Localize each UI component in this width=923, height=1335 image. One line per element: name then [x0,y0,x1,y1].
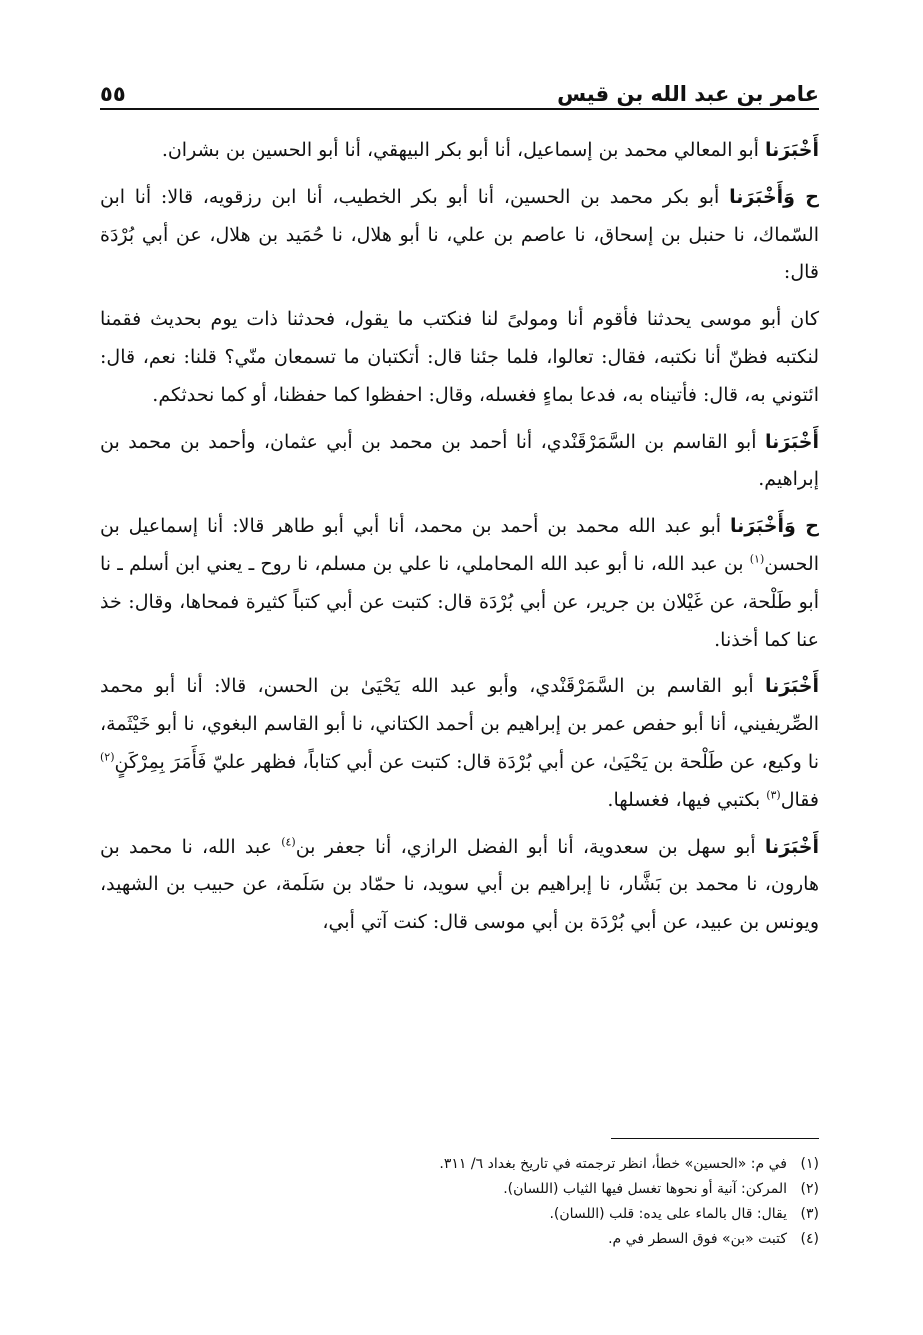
paragraph [100,829,819,942]
footnote-ref: (١) [749,552,765,566]
paragraph-text: بن عبد الله، نا أبو عبد الله المحاملي، نا علي بن مسلم، نا روح ـ يعني ابن أسلم ـ نا أبو طَلْحة، عن غَيْلان بن جرير، عن أبي بُرْدَة قال: كتبت عن أبي كتباً كثيرة فمحاها، وقال: خذ عنا كما أخذنا. [100,552,819,651]
footnote-text: في م: «الحسين» خطأ، انظر ترجمته في تاريخ بغداد ٦/ ٣١١. [439,1156,787,1172]
paragraph-lead: وَأَخْبَرَنا [729,185,806,208]
footnote-ref: (٢) [100,750,115,764]
running-title: عامر بن عبد الله بن قيس [557,82,819,106]
footnote-mark: (٤) [800,1231,819,1247]
paragraph-text: أبو القاسم بن السَّمَرْقَنْدي، أنا أحمد بن محمد بن أبي عثمان، وأحمد بن محمد بن إبراهيم. [100,430,819,491]
page-header [100,70,819,106]
paragraph-text: كان أبو موسى يحدثنا فأقوم أنا ومولىً لنا فنكتب ما يقول، فحدثنا ذات يوم بحديث فقمنا لنكتبه فظنّ أنا نكتبه، فقال: تعالوا، فلما جئنا قال: أتكتبان ما تسمعان منّي؟ قلنا: نعم، قال: ائتوني به، قال: فأتيناه به، فدعا بماءٍ فغسله، وقال: احفظوا كما حفظنا، أو كما نحدثكم. [100,308,819,406]
footnote-text: المركن: آنية أو نحوها تغسل فيها الثياب (اللسان). [503,1181,787,1197]
footnote-mark: (٣) [800,1206,819,1222]
paragraph-lead: أَخْبَرَنا [764,139,819,161]
paragraph-text: أبو عبد الله محمد بن أحمد بن محمد، أنا أبي أبو طاهر قالا: أنا إسماعيل بن الحسن [100,515,819,575]
footnote-mark: (٢) [800,1181,819,1197]
paragraph-lead: أَخْبَرَنا [764,675,819,698]
paragraph [100,508,819,659]
paragraph [100,179,819,292]
footnote-rule [611,1138,819,1139]
footnotes [100,1152,819,1252]
paragraph-text: أبو القاسم بن السَّمَرْقَنْدي، وأبو عبد الله يَحْيَىٰ بن الحسن، قالا: أنا أبو محمد الصِّريفيني، أنا أبو حفص عمر بن إبراهيم بن أحمد الكتاني، نا أبو القاسم البغوي، نا أبو خَيْثَمة، نا وكيع، عن طَلْحة بن يَحْيَىٰ، عن أبي بُرْدَة قال: كتبت عن أبي كتاباً، فظهر عليّ فَأَمَرَ بِمِرْكَنٍ [100,675,820,773]
paragraph [100,424,819,500]
main-text [100,132,819,951]
paragraph [100,668,819,819]
footnote-text: يقال: قال بالماء على يده: قلب (اللسان). [549,1206,787,1222]
footnote-ref: (٤) [281,835,296,849]
footnote [100,1152,819,1177]
footnote-ref: (٣) [766,788,781,802]
footnote [100,1202,819,1227]
footnote [100,1177,819,1202]
paragraph-lead: أَخْبَرَنا [764,430,819,453]
header-rule [100,108,819,110]
tahwil-mark: ح [805,515,819,538]
footnote-text: كتبت «بن» فوق السطر في م. [608,1231,787,1247]
footnote [100,1227,819,1252]
footnote-mark: (١) [800,1156,819,1172]
tahwil-mark: ح [805,185,819,208]
paragraph-text: عبد الله، نا محمد بن هارون، نا محمد بن بَشَّار، نا إبراهيم بن أبي سويد، نا حمّاد بن سَلَمة، عن حبيب بن الشهيد، ويونس بن عبيد، عن أبي بُرْدَة بن أبي موسى قال: كنت آتي أبي، [100,835,819,934]
paragraph [100,301,819,414]
paragraph-lead: وَأَخْبَرَنا [729,515,806,538]
paragraph-text: أبو سهل بن سعدوية، أنا أبو الفضل الرازي، أنا جعفر بن [295,835,765,858]
paragraph-text: أبو بكر محمد بن الحسين، أنا أبو بكر الخطيب، أنا ابن رزقويه، قالا: أنا ابن السّماك، نا حنبل بن إسحاق، نا عاصم بن علي، نا أبو هلال، نا حُمَيد بن هلال، عن أبي بُرْدَة قال: [100,185,819,284]
paragraph-text: أبو المعالي محمد بن إسماعيل، أنا أبو بكر البيهقي، أنا أبو الحسين بن بشران. [161,139,765,161]
paragraph-text: فقال [780,788,819,811]
paragraph-lead: أَخْبَرَنا [764,835,819,858]
paragraph [100,132,819,170]
page-number: ٥٥ [100,82,126,106]
paragraph-text: بكتبي فيها، فغسلها. [607,788,767,811]
